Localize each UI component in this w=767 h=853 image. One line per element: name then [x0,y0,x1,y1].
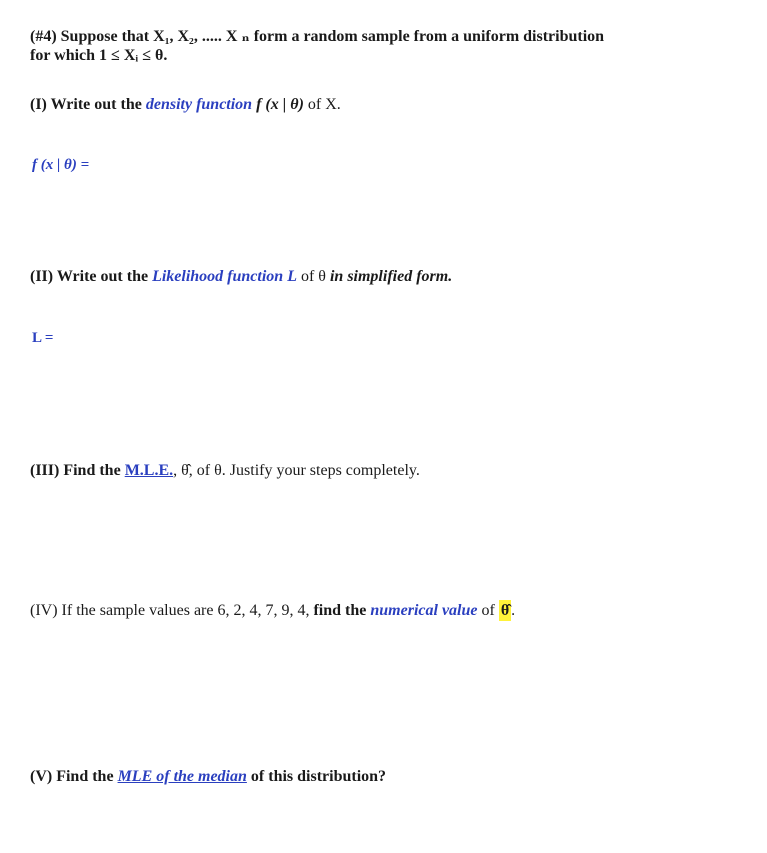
part2-emph: in simplified form. [329,268,453,285]
part4-question [30,601,515,620]
part2-answer-label: L = [32,330,54,346]
question-intro-line1: (#4) Suppose that X₁, X₂, ..... X ₙ form a random sample from a uniform distribution [30,28,605,45]
part1-term: density function [145,96,253,113]
part4-prefix: (IV) If the sample values are 6, 2, 4, 7, 9, 4, [30,602,314,619]
part3-prefix: (III) Find the [30,462,125,479]
part2-term: Likelihood function L [152,268,297,285]
part3-term-link[interactable]: M.L.E. [124,462,174,479]
part1-question [30,95,341,114]
part5-question [30,767,386,786]
part1-answer-label: f (x | θ) = [32,157,90,173]
part4-end: . [511,602,516,619]
question-intro-line2: for which 1 ≤ Xᵢ ≤ θ. [30,47,168,64]
part2-mid: of θ [296,268,330,285]
part4-term: numerical value [370,602,478,619]
part2-question [30,267,452,286]
part3-suffix: , θ̂, of θ. Justify your steps completely. [173,462,420,479]
part3-question [30,461,420,480]
part5-term-link[interactable]: MLE of the median [117,768,247,785]
part1-fn: f (x | θ) [252,96,304,113]
part5-suffix: of this distribution? [246,768,387,785]
part1-prefix: (I) Write out the [30,96,146,113]
part2-prefix: (II) Write out the [30,268,153,285]
part4-of: of [477,602,499,619]
part5-prefix: (V) Find the [30,768,118,785]
part1-suffix: of X. [303,96,341,113]
part4-bold: find the [313,602,371,619]
part4-highlight-theta-hat: θ̂ [500,602,510,619]
